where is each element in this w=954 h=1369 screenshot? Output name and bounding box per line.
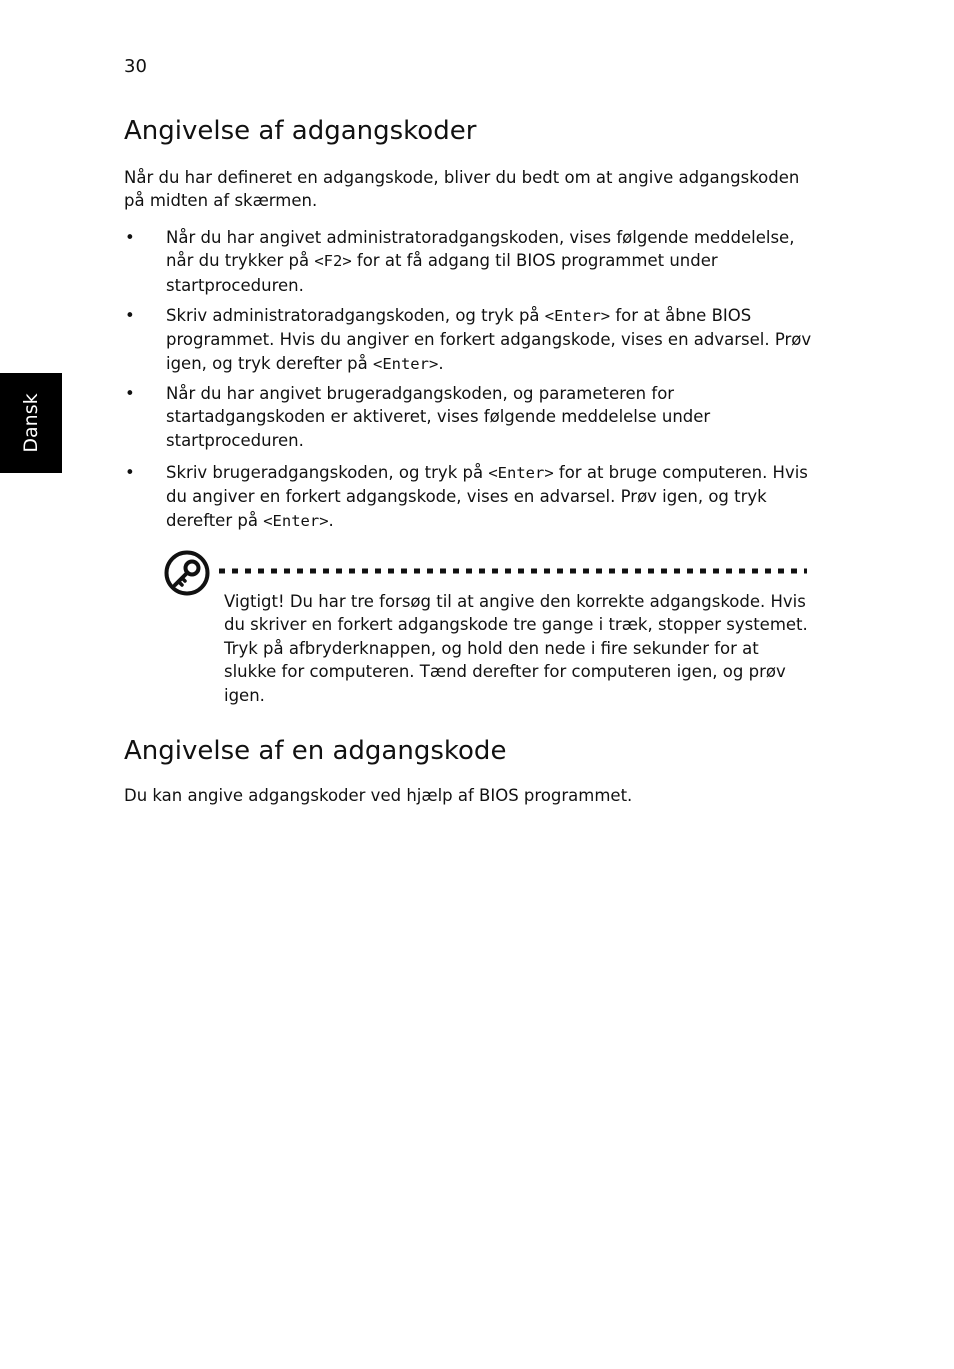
note-label: Vigtigt!	[224, 592, 285, 611]
bullet-icon: •	[125, 306, 135, 325]
key-icon	[164, 550, 210, 596]
key-label: <Enter>	[488, 464, 554, 482]
list-item-text: Når du har angivet administratoradgangskoden, vises følgende meddelelse, når du trykker på <F2> for at få adgang til BIOS programmet under startproceduren.	[166, 228, 795, 295]
list-item-text: Når du har angivet brugeradgangskoden, og parameteren for startadgangskoden er aktiveret, vises følgende meddelelse under startproceduren.	[166, 384, 711, 450]
intro-paragraph: Når du har defineret en adgangskode, bliver du bedt om at angive adgangskoden på midten af skærmen.	[124, 168, 800, 211]
key-label: <F2>	[314, 252, 352, 271]
section-title-passwords: Angivelse af adgangskoder	[124, 116, 477, 146]
key-label: <Enter>	[544, 307, 611, 325]
bullet-icon: •	[125, 463, 135, 482]
language-tab-label: Dansk	[20, 393, 42, 453]
bullet-icon: •	[125, 228, 135, 247]
bullet-icon: •	[125, 384, 135, 403]
language-tab	[0, 373, 62, 473]
list-item-text: Skriv brugeradgangskoden, og tryk på <Enter> for at bruge computeren. Hvis du angiver en forkert adgangskode, vises en advarsel. Prøv igen, og tryk derefter på <Enter>.	[166, 463, 808, 530]
page-number: 30	[124, 56, 147, 77]
important-note	[224, 590, 814, 707]
note-divider	[219, 568, 807, 574]
body-paragraph: Du kan angive adgangskoder ved hjælp af BIOS programmet.	[124, 786, 633, 805]
note-body: Du har tre forsøg til at angive den korrekte adgangskode. Hvis du skriver en forkert adgangskode tre gange i træk, stopper systemet. Tryk på afbryderknappen, og hold den nede i fire sekunder for at slukke for computeren. Tænd derefter for computeren igen, og prøv igen.	[224, 592, 808, 705]
section-title-password: Angivelse af en adgangskode	[124, 736, 507, 766]
key-label: <Enter>	[372, 354, 439, 373]
key-label: <Enter>	[263, 511, 329, 530]
list-item-text: Skriv administratoradgangskoden, og tryk på <Enter> for at åbne BIOS programmet. Hvis du angiver en forkert adgangskode, vises en advarsel. Prøv igen, og tryk derefter på <Enter>.	[166, 306, 812, 373]
